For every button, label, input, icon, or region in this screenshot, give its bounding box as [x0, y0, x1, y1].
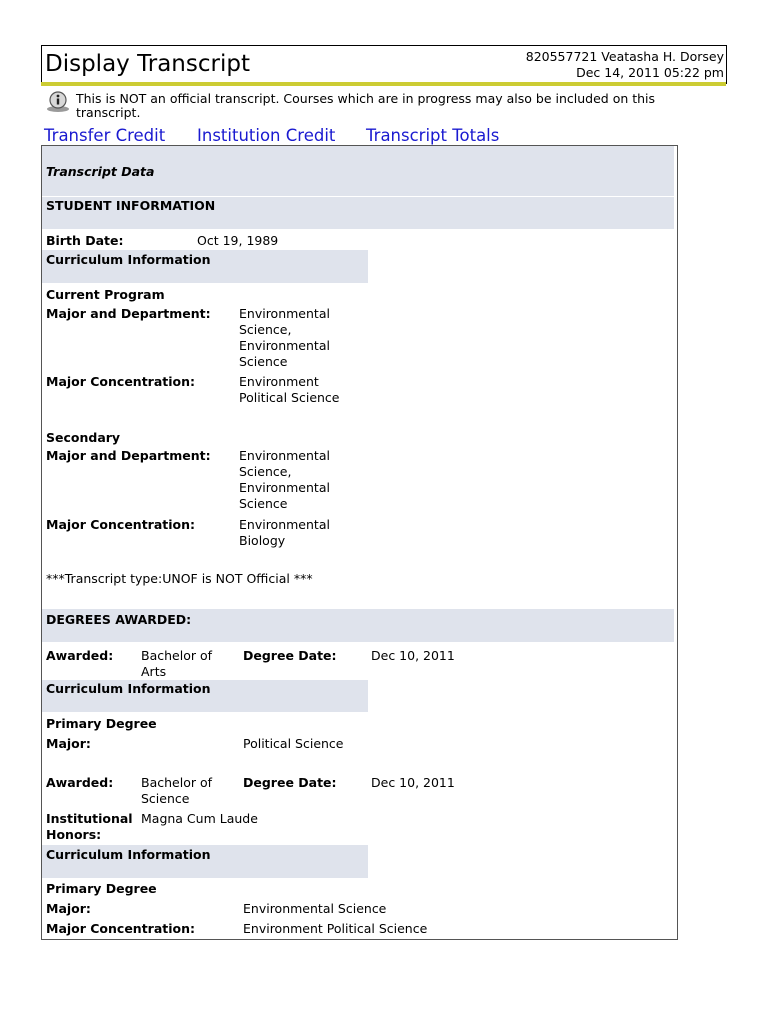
degree2-date-label: Degree Date:	[243, 775, 337, 790]
degrees-awarded-heading: DEGREES AWARDED:	[46, 612, 192, 627]
timestamp: Dec 14, 2011 05:22 pm	[576, 65, 724, 80]
degree-date-label: Degree Date:	[243, 648, 337, 663]
birth-date-value: Oct 19, 1989	[197, 233, 279, 248]
current-major-department-value: Environmental Science, Environmental Science	[239, 306, 330, 369]
awarded-label: Awarded:	[46, 648, 114, 663]
transcript-data-heading: Transcript Data	[46, 164, 155, 179]
transcript-type-note: ***Transcript type:UNOF is NOT Official ***	[46, 571, 313, 586]
degree-date-value: Dec 10, 2011	[371, 648, 455, 663]
degree2-major-concentration-label: Major Concentration:	[46, 921, 196, 936]
secondary-major-concentration-value: Environmental Biology	[239, 517, 330, 548]
page-title: Display Transcript	[45, 51, 250, 77]
degree-name: Bachelor of Arts	[141, 648, 213, 679]
info-icon	[45, 91, 71, 113]
honors-value: Magna Cum Laude	[141, 811, 258, 826]
secondary-major-concentration-label: Major Concentration:	[46, 517, 196, 532]
major-label: Major:	[46, 736, 91, 751]
degree2-curriculum-heading: Curriculum Information	[46, 847, 211, 862]
curriculum-info-heading: Curriculum Information	[46, 252, 211, 267]
degree2-awarded-label: Awarded:	[46, 775, 114, 790]
transcript-totals-link[interactable]: Transcript Totals	[366, 126, 500, 145]
degree2-major-concentration-value: Environment Political Science	[243, 921, 428, 936]
degree2-major-value: Environmental Science	[243, 901, 387, 916]
honors-label: Institutional Honors:	[46, 811, 133, 842]
user-id-name: 820557721 Veatasha H. Dorsey	[525, 49, 724, 64]
current-program-label: Current Program	[46, 287, 165, 302]
unofficial-notice: This is NOT an official transcript. Courses which are in progress may also be included on this transcript.	[76, 91, 656, 120]
student-info-heading: STUDENT INFORMATION	[46, 198, 216, 213]
major-department-label: Major and Department:	[46, 306, 211, 321]
birth-date-label: Birth Date:	[46, 233, 124, 248]
degree2-primary-degree-label: Primary Degree	[46, 881, 157, 896]
degree1-major-value: Political Science	[243, 736, 344, 751]
major-concentration-label: Major Concentration:	[46, 374, 196, 389]
user-info	[526, 49, 724, 81]
degree2-date-value: Dec 10, 2011	[371, 775, 455, 790]
secondary-major-department-value: Environmental Science, Environmental Science	[239, 448, 330, 511]
header-divider	[41, 82, 726, 86]
degree2-major-label: Major:	[46, 901, 91, 916]
secondary-major-department-label: Major and Department:	[46, 448, 211, 463]
institution-credit-link[interactable]: Institution Credit	[197, 126, 336, 145]
primary-degree-label: Primary Degree	[46, 716, 157, 731]
degree2-name: Bachelor of Science	[141, 775, 213, 806]
degree1-curriculum-heading: Curriculum Information	[46, 681, 211, 696]
secondary-label: Secondary	[46, 430, 121, 445]
current-major-concentration-value: Environment Political Science	[239, 374, 340, 405]
transfer-credit-link[interactable]: Transfer Credit	[44, 126, 166, 145]
